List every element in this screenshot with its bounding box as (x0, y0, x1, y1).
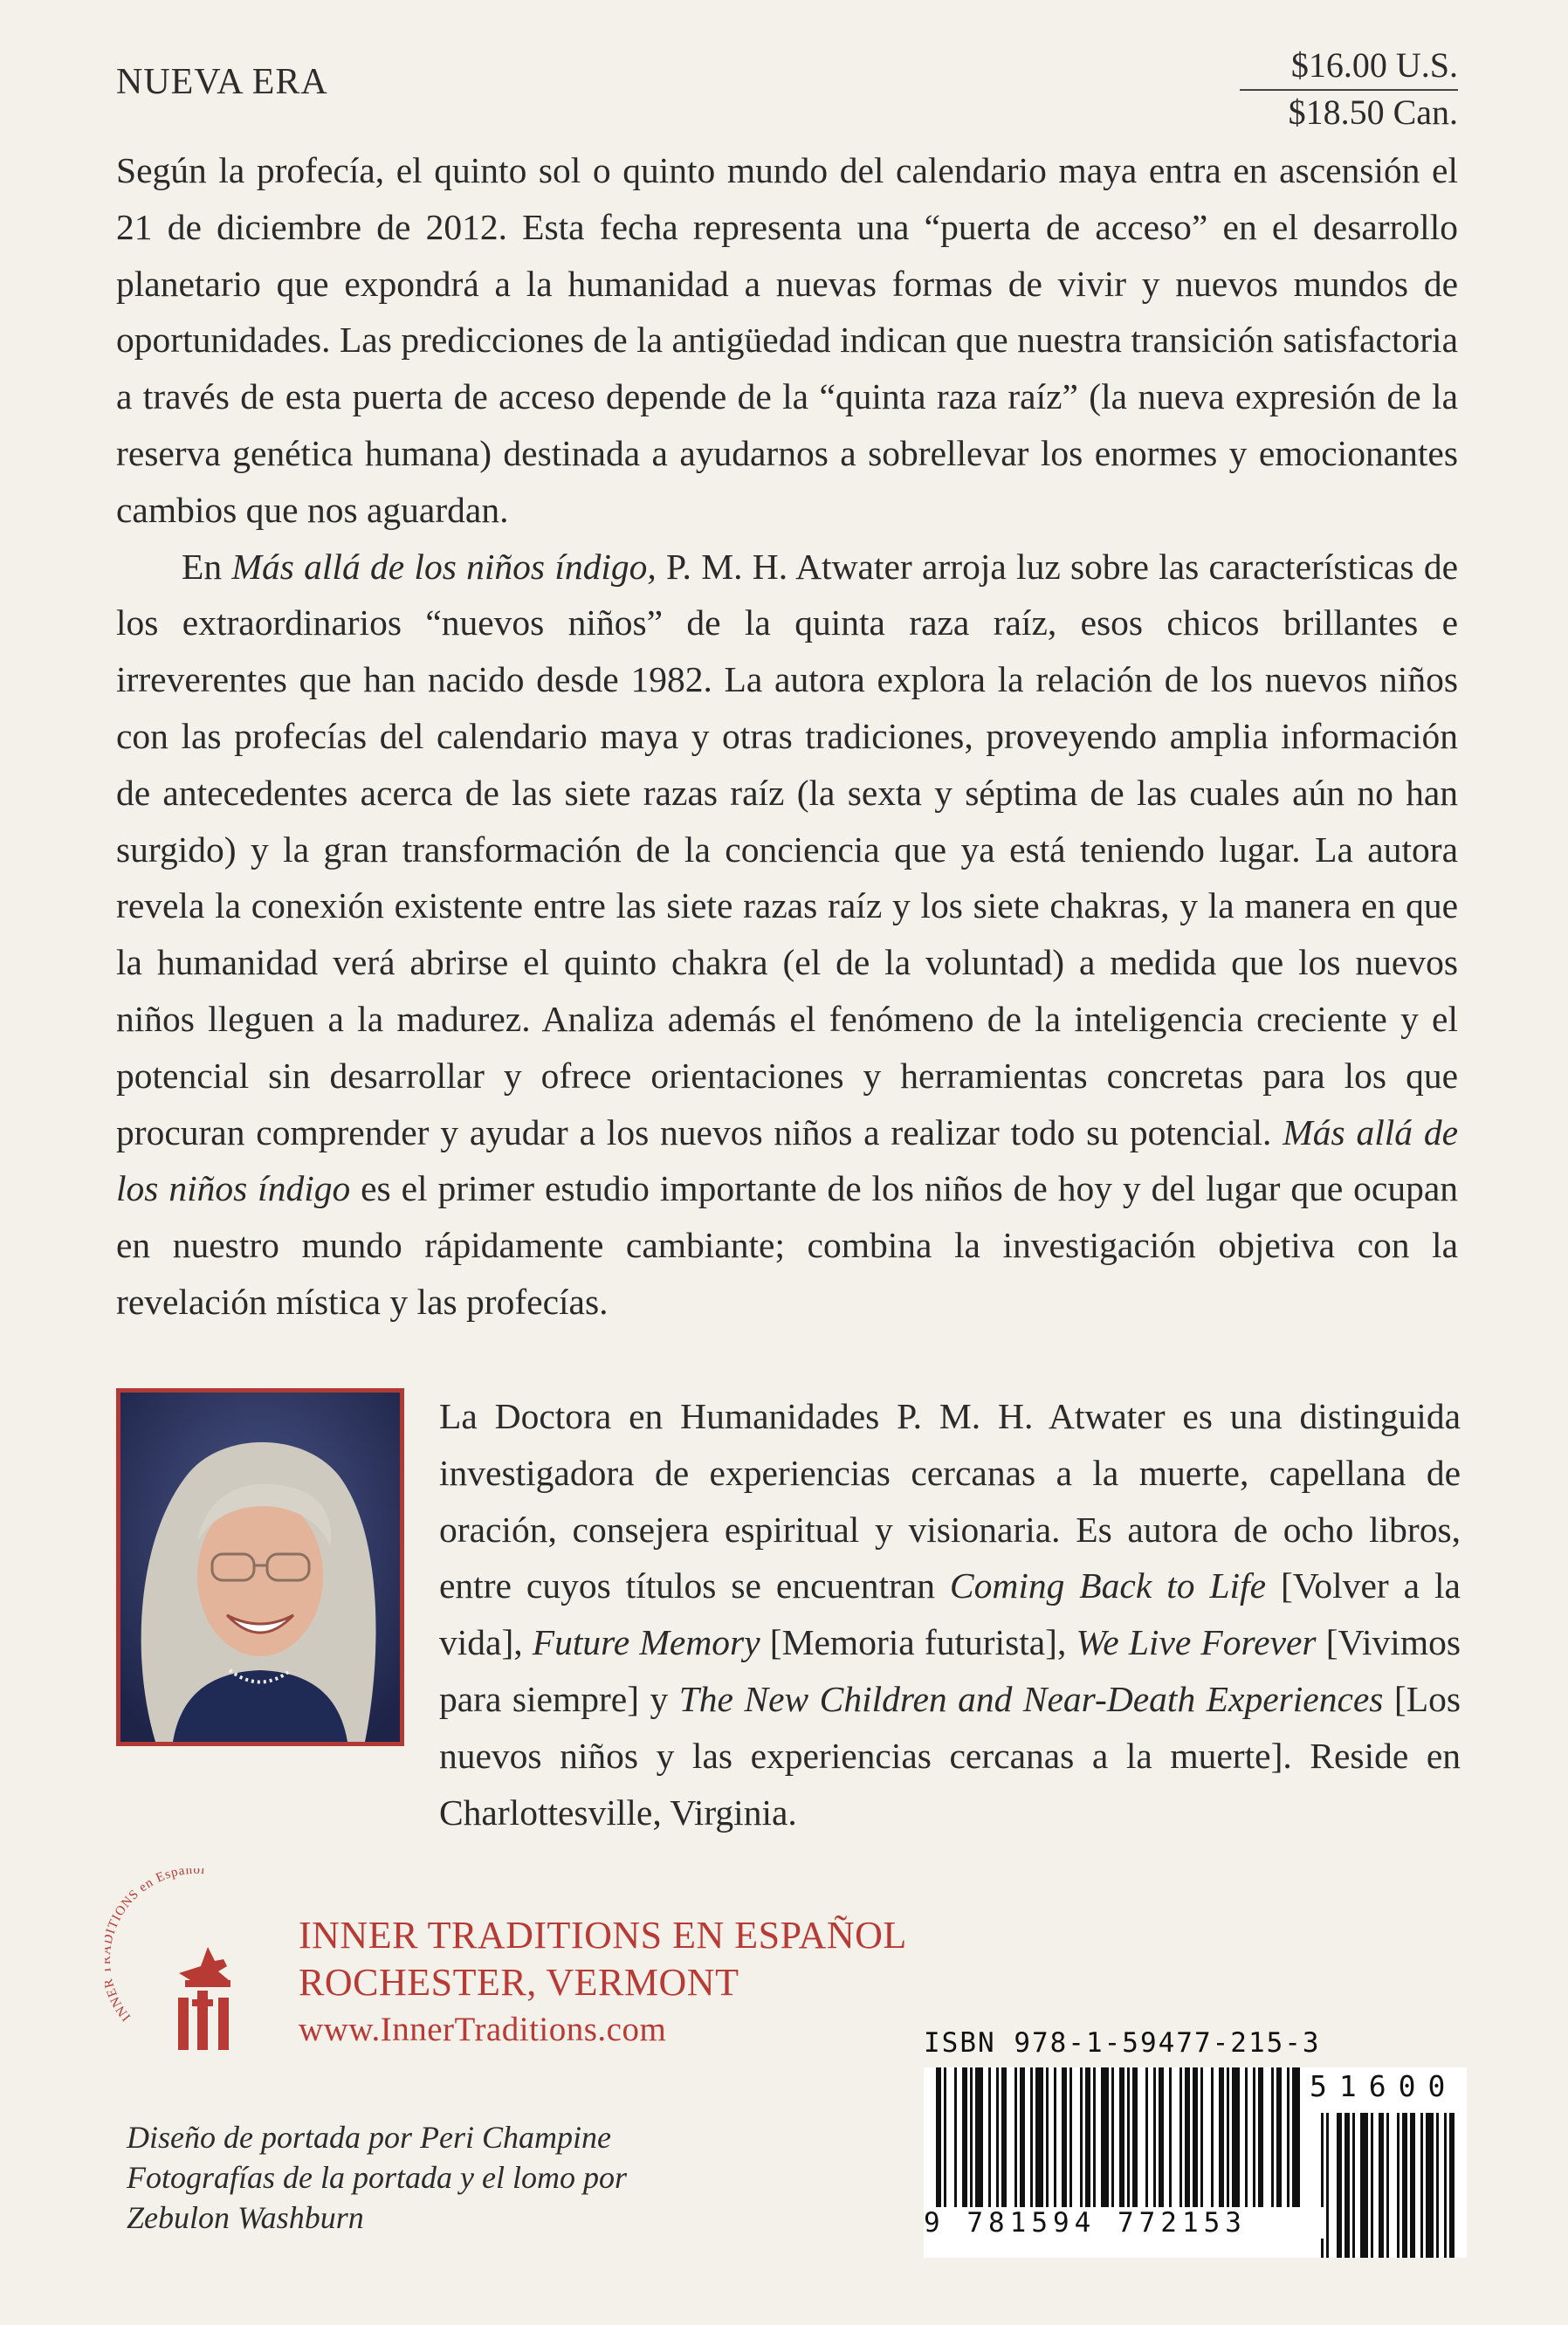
barcode-bar (1127, 2067, 1130, 2207)
barcode-bar (1185, 2067, 1190, 2207)
book-title-italic: Coming Back to Life (949, 1565, 1267, 1606)
barcode-bar (988, 2067, 991, 2207)
publisher-url: www.InnerTraditions.com (299, 2011, 667, 2048)
author-photo (116, 1388, 404, 1746)
book-title-italic: Más allá de los niños índigo, (231, 546, 657, 587)
barcode-addon-bar (1386, 2113, 1389, 2258)
barcode-bar (1232, 2067, 1240, 2207)
barcode-bar (936, 2067, 941, 2207)
barcode-addon-digits: 51600 (1310, 2069, 1458, 2103)
barcode-bar (1227, 2067, 1229, 2207)
book-title-italic: We Live Forever (1076, 1622, 1317, 1663)
barcode-bar (1132, 2067, 1138, 2207)
barcode-bar (1035, 2067, 1043, 2207)
text-run: [Vivimos para siempre] y (439, 1622, 1461, 1719)
text-run: En (182, 546, 232, 587)
barcode-addon-bar (1402, 2113, 1407, 2258)
barcode-bar (1085, 2067, 1090, 2207)
price-block (1240, 44, 1458, 134)
barcode-bar (1253, 2067, 1255, 2207)
text-run: P. M. H. Atwater arroja luz sobre las características de los extraordinarios “nuevos niños” de la quinta raza raíz, esos chicos brillantes e irreverentes que han nacido desde 1982. La autora explora la relación de los nuevos niños con las profecías del calendario maya y otras tradiciones, proveyendo amplia información de antecedentes acerca de las siete razas raíz (la sexta y séptima de las cuales aún no han surgido) y la gran transformación de la conciencia que ya está teniendo lugar. La autora revela la conexión existente entre las siete razas raíz y los siete chakras, y la manera en que la humanidad verá abrirse el quinto chakra (el de la voluntad) a medida que los nuevos niños lleguen a la madurez. Analiza además el fenómeno de la inteligencia creciente y el potencial sin desarrollar y ofrece orientaciones y herramientas concretas para los que procuran comprender y ayudar a los nuevos niños a realizar todo su potencial. (116, 546, 1459, 1152)
author-portrait-image (120, 1393, 400, 1742)
book-title-italic: Más allá de los niños índigo (116, 1111, 1458, 1209)
barcode-bar (1169, 2067, 1172, 2207)
text-run: [Volver a la vida], (439, 1565, 1461, 1663)
publisher-logo (105, 1868, 288, 2069)
barcode-bar (1179, 2067, 1182, 2207)
price-can: $18.50 Can. (1288, 93, 1458, 132)
barcode-bar (1271, 2067, 1274, 2207)
barcode-addon-bar (1420, 2113, 1423, 2258)
barcode-bar (1193, 2067, 1198, 2207)
barcode-bar (1020, 2067, 1025, 2207)
barcode-bar (1153, 2067, 1156, 2207)
barcode-bar (1101, 2067, 1109, 2207)
barcode-digits: 9 781594 772153 (924, 2207, 1325, 2239)
barcode-bar (1119, 2067, 1124, 2207)
barcode-bar (970, 2067, 973, 2207)
text-run: La Doctora en Humanidades P. M. H. Atwater es una distinguida investigadora de experiencias cercanas a la muerte, capellana de oración, consejera espiritual y visionaria. Es autora de ocho libros, entre cuyos títulos se encuentran (439, 1396, 1461, 1606)
svg-text:INNER TRADITIONS en Español: INNE ITIONS en Español (105, 1868, 206, 2024)
publisher-name: INNER TRADITIONS EN ESPAÑOL (299, 1914, 907, 1957)
anubis-logo-icon (105, 1868, 288, 2069)
book-title-italic: The New Children and Near-Death Experiences (678, 1678, 1384, 1719)
barcode-bar (1080, 2067, 1083, 2207)
barcode-bar (1287, 2067, 1289, 2207)
text-run: [Memoria futurista], (760, 1622, 1076, 1663)
barcode-addon-bar (1371, 2113, 1373, 2258)
barcode-addon-bar (1337, 2113, 1342, 2258)
barcode-bar (1276, 2067, 1282, 2207)
barcode-bar (1258, 2067, 1263, 2207)
barcode-addon-bar (1444, 2113, 1447, 2258)
barcode-addon-bar (1326, 2113, 1329, 2258)
barcode-bar (1219, 2067, 1224, 2207)
barcode-bar (1111, 2067, 1114, 2207)
book-description (116, 142, 1458, 1331)
barcode-bar (954, 2067, 957, 2207)
barcode-bar (996, 2067, 999, 2207)
publisher-city: ROCHESTER, VERMONT (299, 1961, 739, 2004)
barcode-addon-bar (1426, 2113, 1434, 2258)
barcode-bar (1200, 2067, 1203, 2207)
barcode-bar (1014, 2067, 1017, 2207)
barcode-bar (1211, 2067, 1214, 2207)
barcode-bar (1054, 2067, 1056, 2207)
barcode-bar (1145, 2067, 1148, 2207)
text-run: [Los nuevos niños y las experiencias cercanas a la muerte]. Reside en Charlottesville, Virginia. (439, 1678, 1461, 1833)
barcode-addon-bar (1352, 2113, 1355, 2258)
barcode-bar (1030, 2067, 1033, 2207)
publisher-info (299, 1912, 907, 2053)
credit-line: Zebulon Washburn (127, 2200, 364, 2235)
barcode-addon-bar (1397, 2113, 1400, 2258)
barcode-bar (1001, 2067, 1007, 2207)
barcode-bar (975, 2067, 983, 2207)
barcode-bar (1093, 2067, 1096, 2207)
description-paragraph-1: Según la profecía, el quinto sol o quinto mundo del calendario maya entra en ascensión el 21 de diciembre de 2012. Esta fecha representa una “puerta de acceso” en el desarrollo planetario que expondrá a la humanidad a nuevas formas de vivir y nuevos mundos de oportunidades. Las predicciones de la antigüedad indican que nuestra transición satisfactoria a través de esta puerta de acceso depende de la “quinta raza raíz” (la nueva expresión de la reserva genética humana) destinada a ayudarnos a sobrellevar los enormes y emocionantes cambios que nos aguardan. (116, 150, 1458, 530)
barcode-bar (1069, 2067, 1072, 2207)
text-run: es el primer estudio importante de los niños de hoy y del lugar que ocupan en nuestro mundo rápidamente cambiante; combina la investigación objetiva con la revelación mística y las profecías. (116, 1168, 1458, 1322)
barcode-addon-bar (1449, 2113, 1455, 2258)
genre-label: NUEVA ERA (116, 62, 328, 102)
barcode-bar (944, 2067, 946, 2207)
barcode-bar (1046, 2067, 1049, 2207)
author-bio-paragraph (439, 1388, 1461, 1840)
credit-line: Fotografías de la portada y el lomo por (127, 2160, 627, 2195)
book-title-italic: Future Memory (532, 1622, 760, 1663)
author-bio (439, 1388, 1461, 1840)
description-paragraph-2 (116, 539, 1458, 1331)
barcode-addon-bar (1379, 2113, 1384, 2258)
barcode-addon-bar (1410, 2113, 1415, 2258)
barcode-bar (1062, 2067, 1067, 2207)
barcode-addon-bar (1436, 2113, 1439, 2258)
barcode-bar (1159, 2067, 1164, 2207)
barcode-addon-bar (1360, 2113, 1368, 2258)
barcode-bar (1245, 2067, 1248, 2207)
barcode-bar (1292, 2067, 1300, 2207)
cover-credits (127, 2117, 627, 2238)
isbn-label: ISBN 978-1-59477-215-3 (924, 2027, 1321, 2059)
price-us: $16.00 U.S. (1240, 44, 1458, 91)
barcode-bar (962, 2067, 967, 2207)
barcode-addon-bar (1344, 2113, 1350, 2258)
credit-line: Diseño de portada por Peri Champine (127, 2120, 611, 2155)
